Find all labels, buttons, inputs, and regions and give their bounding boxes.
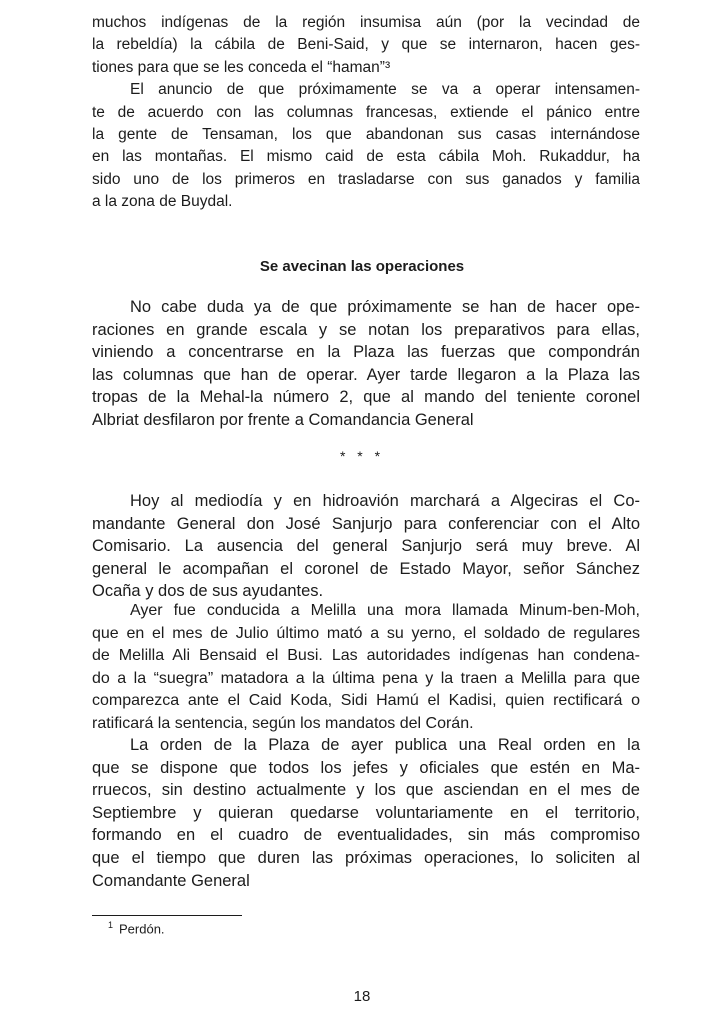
text-line: Ocaña y dos de sus ayudantes. [92, 582, 324, 601]
paragraph-haman [92, 12, 640, 214]
section-heading: Se avecinan las operaciones [259, 258, 465, 275]
text-line: Septiembre y quieran quedarse voluntariamente en el territorio, [92, 803, 640, 822]
text-line: viniendo a concentrarse en la Plaza las fuerzas que compondrán [92, 343, 640, 362]
text-line: a la zona de Buydal. [92, 193, 233, 211]
text-line: que se dispone que todos los jefes y oficiales que estén en Ma- [92, 758, 640, 777]
footnote [108, 920, 165, 936]
paragraph-operaciones [92, 296, 640, 432]
text-line: tropas de la Mehal-la número 2, que al mando del teniente coronel [92, 388, 640, 407]
footnote-marker: 1 [108, 920, 114, 930]
text-line: rruecos, sin destino actualmente y los que asciendan en el mes de [92, 781, 640, 800]
text-line: raciones en grande escala y se notan los preparativos para ellas, [92, 320, 640, 339]
footnote-divider [92, 915, 242, 916]
text-line: tiones para que se les conceda el “haman”³ [92, 58, 391, 76]
text-line: Comisario. La ausencia del general Sanjurjo será muy breve. Al [92, 537, 640, 556]
text-line: do a la “suegra” matadora a la última pena y la traen a Melilla para que [92, 669, 640, 687]
text-line: Albriat desfilaron por frente a Comandancia General [92, 410, 474, 429]
paragraph-sanjurjo [92, 490, 640, 603]
text-line: la rebeldía) la cábila de Beni-Said, y que se internaron, hacen ges- [92, 36, 640, 54]
text-line: de Melilla Ali Bensaid el Busi. Las autoridades indígenas han condena- [92, 647, 640, 665]
text-line: mandante General don José Sanjurjo para conferenciar con el Alto [92, 514, 640, 533]
text-line: que en el mes de Julio último mató a su yerno, el soldado de regulares [92, 624, 640, 642]
text-line: Comandante General [92, 871, 250, 890]
text-line: en las montañas. El mismo caid de esta cábila Moh. Rukaddur, ha [92, 148, 640, 166]
text-line: El anuncio de que próximamente se va a operar intensamen- [130, 81, 640, 99]
paragraph-mora [92, 600, 640, 736]
text-line: formando en el cuadro de eventualidades, sin más compromiso [92, 826, 640, 845]
text-line: te de acuerdo con las columnas francesas, extiende el pánico entre [92, 103, 640, 121]
text-line: comparezca ante el Caid Koda, Sidi Hamú el Kadisi, quien rectificará o [92, 692, 640, 710]
footnote-text: Perdón. [119, 921, 165, 937]
text-line: las columnas que han de operar. Ayer tarde llegaron a la Plaza las [92, 365, 640, 384]
paragraph-real-orden [92, 734, 640, 892]
text-line: general le acompañan el coronel de Estado Mayor, señor Sánchez [92, 559, 640, 578]
text-line: No cabe duda ya de que próximamente se han de hacer ope- [130, 298, 640, 316]
page-number: 18 [353, 988, 371, 1005]
text-line: ratificará la sentencia, según los mandatos del Corán. [92, 714, 474, 732]
text-line: Hoy al mediodía y en hidroavión marchará a Algeciras el Co- [130, 492, 640, 510]
text-line: que el tiempo que duren las próximas operaciones, lo soliciten al [92, 848, 640, 867]
text-line: Ayer fue conducida a Melilla una mora llamada Minum-ben-Moh, [130, 602, 640, 619]
text-line: la gente de Tensaman, los que abandonan sus casas internándose [92, 126, 640, 144]
text-line: sido uno de los primeros en trasladarse con sus ganados y familia [92, 170, 640, 188]
text-line: muchos indígenas de la región insumisa aún (por la vecindad de [92, 14, 640, 31]
section-separator: * * * [339, 448, 385, 464]
text-line: La orden de la Plaza de ayer publica una Real orden en la [130, 736, 640, 754]
